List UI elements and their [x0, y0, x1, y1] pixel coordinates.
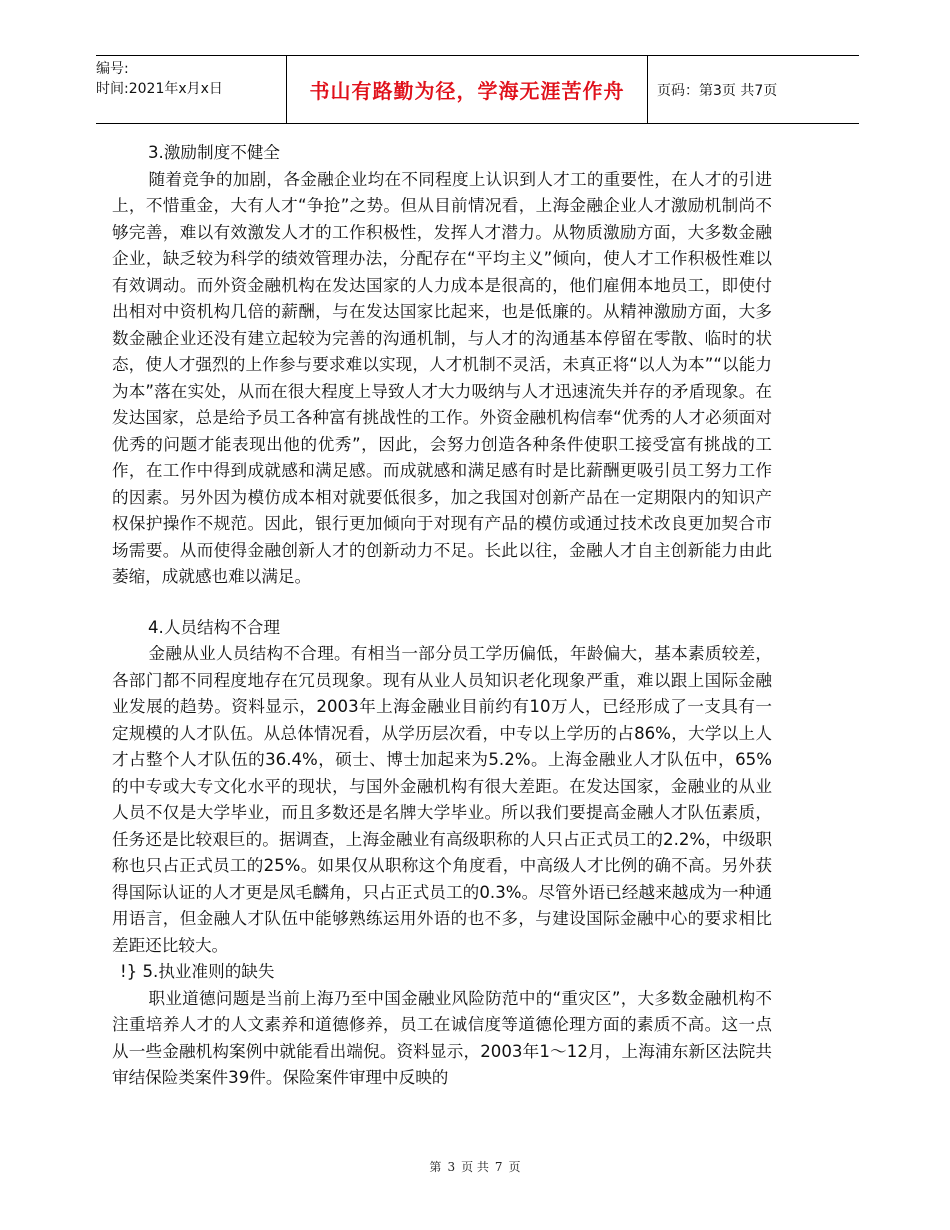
footer-total-pages: 7	[494, 1160, 503, 1174]
number-label: 编号:	[96, 61, 129, 77]
header-motto: 书山有路勤为径，学海无涯苦作舟	[286, 56, 648, 123]
time-label: 时间:2021年x月x日	[96, 81, 223, 97]
section-heading-3: 3.激励制度不健全	[148, 143, 280, 162]
section-heading-4: 4.人员结构不合理	[148, 617, 280, 637]
footer-page-number: 3	[447, 1160, 456, 1174]
footer-prefix: 第	[429, 1160, 442, 1174]
header-page-info: 页码：第3页 共7页	[657, 82, 778, 99]
header-meta	[96, 56, 286, 126]
page-header	[96, 55, 859, 124]
footer-mid: 页 共	[461, 1160, 489, 1174]
section-paragraph: 随着竞争的加剧，各金融企业均在不同程度上认识到人才工的重要性，在人才的引进上，不惜重金，大有人才“争抢”之势。但从目前情况看，上海金融企业人才激励机制尚不够完善，难以有效激发人才的工作积极性，发挥人才潜力。从物质激励方面，大多数金融企业，缺乏较为科学的绩效管理办法，分配存在“平均主义”倾向，使人才工作积极性难以有效调动。而外资金融机构在发达国家的人力成本是很高的，他们雇佣本地员工，即使付出相对中资机构几倍的薪酬，与在发达国家比起来，也是低廉的。从精神激励方面，大多数金融企业还没有建立起较为完善的沟通机制，与人才的沟通基本停留在零散、临时的状态，使人才强烈的上作参与要求难以实现，人才机制不灵活，未真正将“以人为本”“以能力为本”落在实处，从而在很大程度上导致人才大力吸纳与人才迅速流失并存的矛盾现象。在发达国家，总是给予员工各种富有挑战性的工作。外资金融机构信奉“优秀的人才必须面对优秀的问题才能表现出他的优秀”，因此，会努力创造各种条件使职工接受富有挑战的工作，在工作中得到成就感和满足感。而成就感和满足感有时是比薪酬更吸引员工努力工作的因素。另外因为模仿成本相对就要低很多，加之我国对创新产品在一定期限内的知识产权保护操作不规范。因此，银行更加倾向于对现有产品的模仿或通过技术改良更加契合市场需要。从而使得金融创新人才的创新动力不足。长此以往，金融人才自主创新能力由此萎缩，成就感也难以满足。	[112, 169, 772, 586]
section-paragraph: 职业道德问题是当前上海乃至中国金融业风险防范中的“重灾区”，大多数金融机构不注重培养人才的人文素养和道德修养，员工在诚信度等道德伦理方面的素质不高。这一点从一些金融机构案例中就能看出端倪。资料显示，2003年1～12月，上海浦东新区法院共审结保险类案件39件。保险案件审理中反映的	[112, 988, 772, 1087]
page-footer	[0, 1158, 950, 1175]
footer-suffix: 页	[508, 1160, 521, 1174]
document-body	[112, 140, 772, 1092]
section-paragraph: 金融从业人员结构不合理。有相当一部分员工学历偏低，年龄偏大，基本素质较差，各部门都不同程度地存在冗员现象。现有从业人员知识老化现象严重，难以跟上国际金融业发展的趋势。资料显示，2003年上海金融业目前约有10万人，已经形成了一支具有一定规模的人才队伍。从总体情况看，从学历层次看，中专以上学历的占86%，大学以上人才占整个人才队伍的36.4%，硕士、博士加起来为5.2%。上海金融业人才队伍中，65%的中专或大专文化水平的现状，与国外金融机构有很大差距。在发达国家，金融业的从业人员不仅是大学毕业，而且多数还是名牌大学毕业。所以我们要提高金融人才队伍素质，任务还是比较艰巨的。据调查，上海金融业有高级职称的人只占正式员工的2.2%，中级职称也只占正式员工的25%。如果仅从职称这个角度看，中高级人才比例的确不高。另外获得国际认证的人才更是凤毛麟角，只占正式员工的0.3%。尽管外语已经越来越成为一种通用语言，但金融人才队伍中能够熟练运用外语的也不多，与建设国际金融中心的要求相比差距还比较大。	[112, 644, 772, 955]
section-heading-5: !} 5.执业准则的缺失	[120, 962, 275, 981]
